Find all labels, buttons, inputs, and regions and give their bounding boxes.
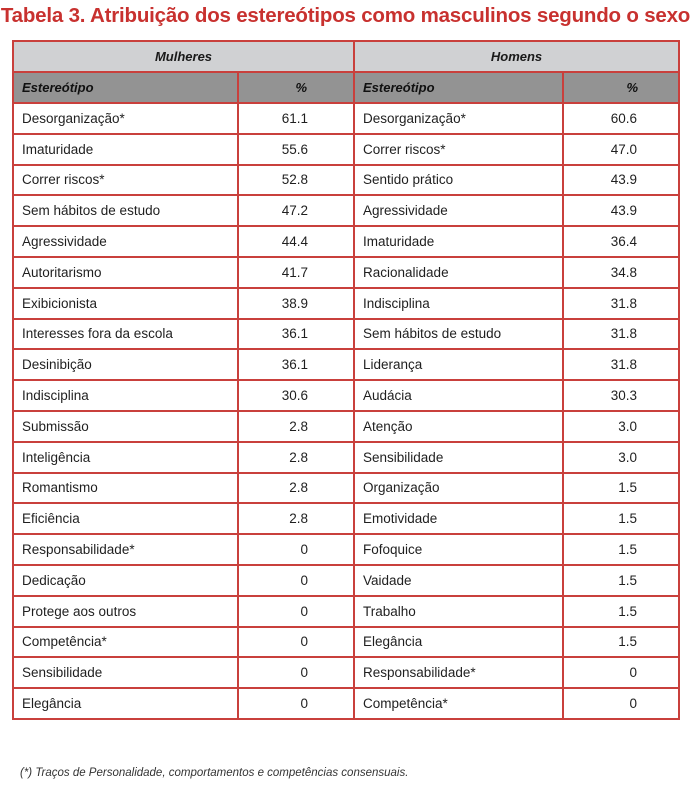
table-row <box>13 165 679 196</box>
table-row <box>13 288 679 319</box>
men-stereotype-cell: Emotividade <box>354 503 563 534</box>
column-header-women-percent: % <box>238 72 354 103</box>
women-stereotype-cell: Imaturidade <box>13 134 238 165</box>
men-percent-cell: 31.8 <box>563 349 679 380</box>
men-percent-cell: 30.3 <box>563 380 679 411</box>
men-percent-cell: 1.5 <box>563 473 679 504</box>
men-stereotype-cell: Sentido prático <box>354 165 563 196</box>
stereotype-table <box>12 40 680 720</box>
table-row <box>13 349 679 380</box>
women-stereotype-cell: Autoritarismo <box>13 257 238 288</box>
men-percent-cell: 3.0 <box>563 411 679 442</box>
men-percent-cell: 31.8 <box>563 319 679 350</box>
table-row <box>13 596 679 627</box>
table-row <box>13 103 679 134</box>
women-percent-cell: 2.8 <box>238 503 354 534</box>
men-percent-cell: 47.0 <box>563 134 679 165</box>
men-stereotype-cell: Atenção <box>354 411 563 442</box>
table-title: Tabela 3. Atribuição dos estereótipos como masculinos segundo o sexo <box>0 4 691 27</box>
men-stereotype-cell: Sensibilidade <box>354 442 563 473</box>
women-stereotype-cell: Exibicionista <box>13 288 238 319</box>
women-stereotype-cell: Sensibilidade <box>13 657 238 688</box>
table-row <box>13 688 679 719</box>
column-header-row <box>13 72 679 103</box>
table-row <box>13 411 679 442</box>
table-row <box>13 473 679 504</box>
women-percent-cell: 36.1 <box>238 349 354 380</box>
men-percent-cell: 0 <box>563 657 679 688</box>
women-stereotype-cell: Inteligência <box>13 442 238 473</box>
group-header-row <box>13 41 679 72</box>
men-percent-cell: 1.5 <box>563 565 679 596</box>
column-header-men-stereotype: Estereótipo <box>354 72 563 103</box>
men-stereotype-cell: Sem hábitos de estudo <box>354 319 563 350</box>
women-percent-cell: 0 <box>238 657 354 688</box>
men-stereotype-cell: Trabalho <box>354 596 563 627</box>
men-percent-cell: 0 <box>563 688 679 719</box>
men-stereotype-cell: Agressividade <box>354 195 563 226</box>
table-row <box>13 257 679 288</box>
men-stereotype-cell: Correr riscos* <box>354 134 563 165</box>
men-percent-cell: 1.5 <box>563 627 679 658</box>
women-percent-cell: 2.8 <box>238 473 354 504</box>
women-stereotype-cell: Elegância <box>13 688 238 719</box>
women-stereotype-cell: Protege aos outros <box>13 596 238 627</box>
table-row <box>13 226 679 257</box>
women-percent-cell: 0 <box>238 688 354 719</box>
men-stereotype-cell: Responsabilidade* <box>354 657 563 688</box>
women-percent-cell: 36.1 <box>238 319 354 350</box>
men-percent-cell: 3.0 <box>563 442 679 473</box>
table-row <box>13 657 679 688</box>
group-header-women: Mulheres <box>13 41 354 72</box>
table-row <box>13 534 679 565</box>
women-percent-cell: 30.6 <box>238 380 354 411</box>
women-percent-cell: 0 <box>238 534 354 565</box>
men-percent-cell: 31.8 <box>563 288 679 319</box>
men-percent-cell: 1.5 <box>563 596 679 627</box>
men-stereotype-cell: Indisciplina <box>354 288 563 319</box>
women-stereotype-cell: Romantismo <box>13 473 238 504</box>
column-header-men-percent: % <box>563 72 679 103</box>
table-row <box>13 380 679 411</box>
women-stereotype-cell: Responsabilidade* <box>13 534 238 565</box>
men-stereotype-cell: Organização <box>354 473 563 504</box>
women-percent-cell: 44.4 <box>238 226 354 257</box>
women-percent-cell: 61.1 <box>238 103 354 134</box>
women-percent-cell: 38.9 <box>238 288 354 319</box>
men-percent-cell: 36.4 <box>563 226 679 257</box>
women-percent-cell: 47.2 <box>238 195 354 226</box>
women-stereotype-cell: Indisciplina <box>13 380 238 411</box>
men-stereotype-cell: Racionalidade <box>354 257 563 288</box>
men-percent-cell: 43.9 <box>563 165 679 196</box>
table-row <box>13 442 679 473</box>
men-stereotype-cell: Audácia <box>354 380 563 411</box>
women-stereotype-cell: Submissão <box>13 411 238 442</box>
men-percent-cell: 34.8 <box>563 257 679 288</box>
men-stereotype-cell: Imaturidade <box>354 226 563 257</box>
women-percent-cell: 2.8 <box>238 411 354 442</box>
women-stereotype-cell: Interesses fora da escola <box>13 319 238 350</box>
table-row <box>13 565 679 596</box>
men-stereotype-cell: Elegância <box>354 627 563 658</box>
women-percent-cell: 55.6 <box>238 134 354 165</box>
table-row <box>13 503 679 534</box>
table-row <box>13 319 679 350</box>
men-stereotype-cell: Desorganização* <box>354 103 563 134</box>
women-percent-cell: 52.8 <box>238 165 354 196</box>
men-stereotype-cell: Vaidade <box>354 565 563 596</box>
table-body <box>13 103 679 719</box>
women-percent-cell: 0 <box>238 596 354 627</box>
women-stereotype-cell: Correr riscos* <box>13 165 238 196</box>
women-percent-cell: 0 <box>238 627 354 658</box>
women-percent-cell: 41.7 <box>238 257 354 288</box>
men-stereotype-cell: Fofoquice <box>354 534 563 565</box>
men-stereotype-cell: Competência* <box>354 688 563 719</box>
table-row <box>13 134 679 165</box>
men-percent-cell: 60.6 <box>563 103 679 134</box>
women-stereotype-cell: Sem hábitos de estudo <box>13 195 238 226</box>
men-percent-cell: 1.5 <box>563 503 679 534</box>
women-percent-cell: 0 <box>238 565 354 596</box>
table-row <box>13 627 679 658</box>
women-stereotype-cell: Desinibição <box>13 349 238 380</box>
group-header-men: Homens <box>354 41 679 72</box>
men-stereotype-cell: Liderança <box>354 349 563 380</box>
women-stereotype-cell: Eficiência <box>13 503 238 534</box>
footnote: (*) Traços de Personalidade, comportamentos e competências consensuais. <box>20 767 409 779</box>
women-stereotype-cell: Competência* <box>13 627 238 658</box>
women-stereotype-cell: Agressividade <box>13 226 238 257</box>
women-stereotype-cell: Dedicação <box>13 565 238 596</box>
men-percent-cell: 1.5 <box>563 534 679 565</box>
column-header-women-stereotype: Estereótipo <box>13 72 238 103</box>
men-percent-cell: 43.9 <box>563 195 679 226</box>
table-row <box>13 195 679 226</box>
women-stereotype-cell: Desorganização* <box>13 103 238 134</box>
women-percent-cell: 2.8 <box>238 442 354 473</box>
